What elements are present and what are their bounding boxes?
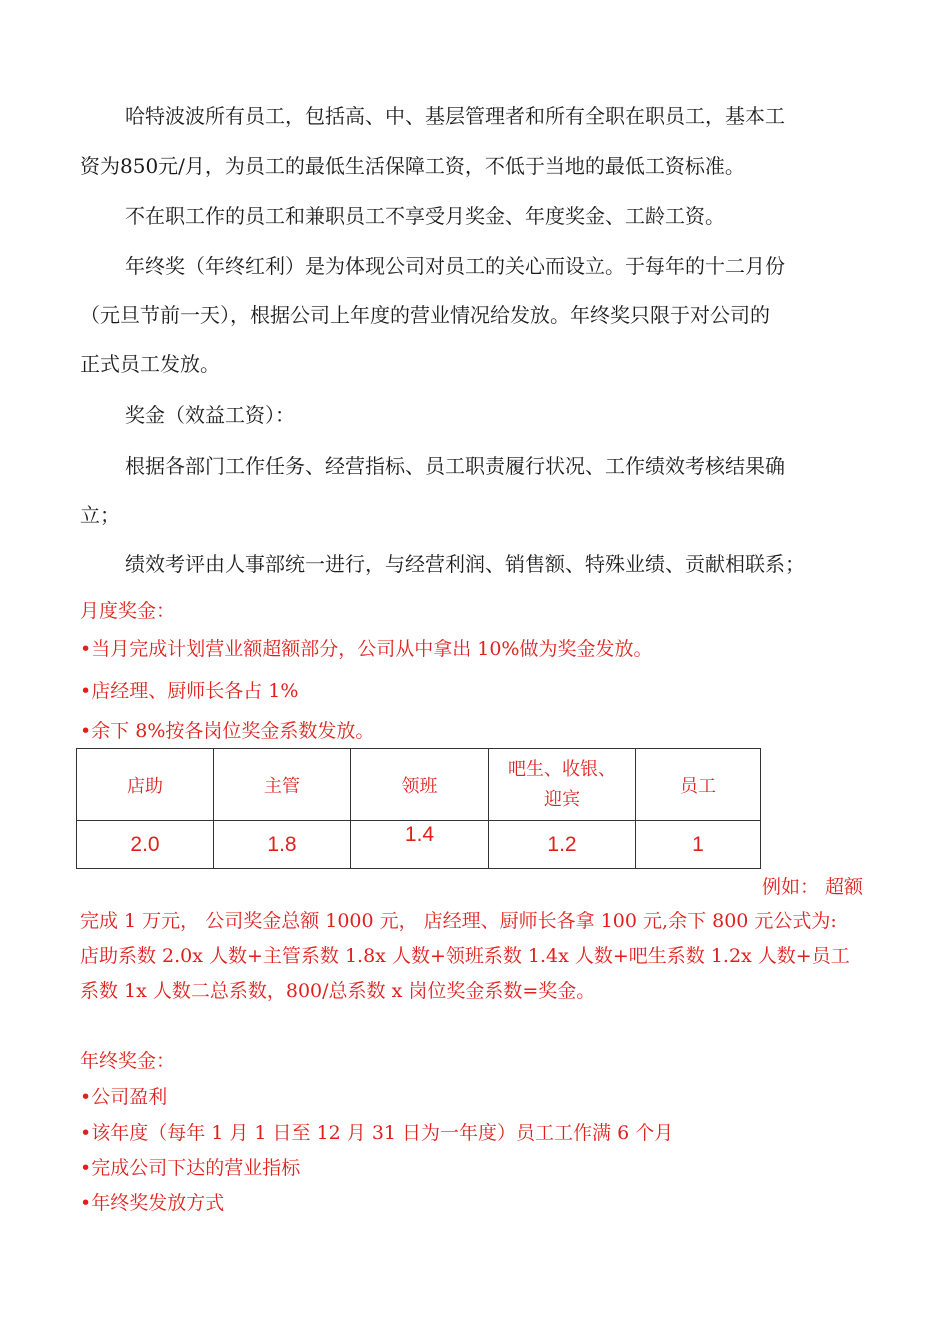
paragraph-p5-line2: 立； bbox=[80, 503, 120, 527]
table-cell: 2.0 bbox=[77, 821, 214, 869]
table-header-line: 迎宾 bbox=[544, 788, 580, 810]
bonus-coefficient-table bbox=[76, 748, 761, 869]
table-header-line: 吧生、收银、 bbox=[508, 758, 616, 780]
table-row bbox=[77, 821, 761, 869]
table-cell-value: 1.4 bbox=[404, 822, 435, 846]
table-header-cell: 领班 bbox=[351, 749, 489, 821]
monthly-bullet-2: •店经理、厨师长各占 1% bbox=[80, 680, 299, 702]
table-cell: 1 bbox=[636, 821, 761, 869]
monthly-bonus-heading: 月度奖金： bbox=[80, 600, 176, 622]
example-line-3: 店助系数 2.0x 人数+主管系数 1.8x 人数+领班系数 1.4x 人数+吧生系数 1.2x 人数+员工 bbox=[80, 945, 850, 967]
monthly-bullet-3: •余下 8%按各岗位奖金系数发放。 bbox=[80, 720, 375, 742]
table-header-cell bbox=[489, 749, 636, 821]
table-cell bbox=[351, 821, 489, 869]
annual-bullet-1: •公司盈利 bbox=[80, 1086, 168, 1108]
paragraph-p3-line2: （元旦节前一天），根据公司上年度的营业情况给发放。年终奖只限于对公司的 bbox=[80, 303, 770, 327]
paragraph-p1-line2: 资为850元/月，为员工的最低生活保障工资，不低于当地的最低工资标准。 bbox=[80, 154, 745, 178]
annual-bullet-3: •完成公司下达的营业指标 bbox=[80, 1157, 301, 1179]
table-cell: 1.2 bbox=[489, 821, 636, 869]
example-line-4: 系数 1x 人数二总系数，800/总系数 x 岗位奖金系数=奖金。 bbox=[80, 980, 596, 1002]
table-header-cell: 主管 bbox=[214, 749, 351, 821]
paragraph-p1-line1: 哈特波波所有员工，包括高、中、基层管理者和所有全职在职员工，基本工 bbox=[125, 104, 785, 128]
example-line-1: 例如： 超额 bbox=[762, 876, 864, 898]
monthly-bullet-1: •当月完成计划营业额超额部分，公司从中拿出 10%做为奖金发放。 bbox=[80, 638, 653, 660]
annual-bonus-heading: 年终奖金： bbox=[80, 1050, 176, 1072]
annual-bullet-2: •该年度（每年 1 月 1 日至 12 月 31 日为一年度）员工工作满 6 个月 bbox=[80, 1122, 674, 1144]
paragraph-p3-line3: 正式员工发放。 bbox=[80, 352, 220, 376]
table-header-cell: 员工 bbox=[636, 749, 761, 821]
table-cell: 1.8 bbox=[214, 821, 351, 869]
table-header-cell: 店助 bbox=[77, 749, 214, 821]
paragraph-p2: 不在职工作的员工和兼职员工不享受月奖金、年度奖金、工龄工资。 bbox=[125, 204, 725, 228]
paragraph-p6: 绩效考评由人事部统一进行，与经营利润、销售额、特殊业绩、贡献相联系； bbox=[125, 552, 805, 576]
paragraph-p5-line1: 根据各部门工作任务、经营指标、员工职责履行状况、工作绩效考核结果确 bbox=[125, 454, 785, 478]
paragraph-p4: 奖金（效益工资）： bbox=[125, 403, 295, 427]
annual-bullet-4: •年终奖发放方式 bbox=[80, 1192, 225, 1214]
example-line-2: 完成 1 万元， 公司奖金总额 1000 元， 店经理、厨师长各拿 100 元,余下 800 元公式为: bbox=[80, 910, 837, 932]
paragraph-p3-line1: 年终奖（年终红利）是为体现公司对员工的关心而设立。于每年的十二月份 bbox=[125, 254, 785, 278]
table-header-row bbox=[77, 749, 761, 821]
